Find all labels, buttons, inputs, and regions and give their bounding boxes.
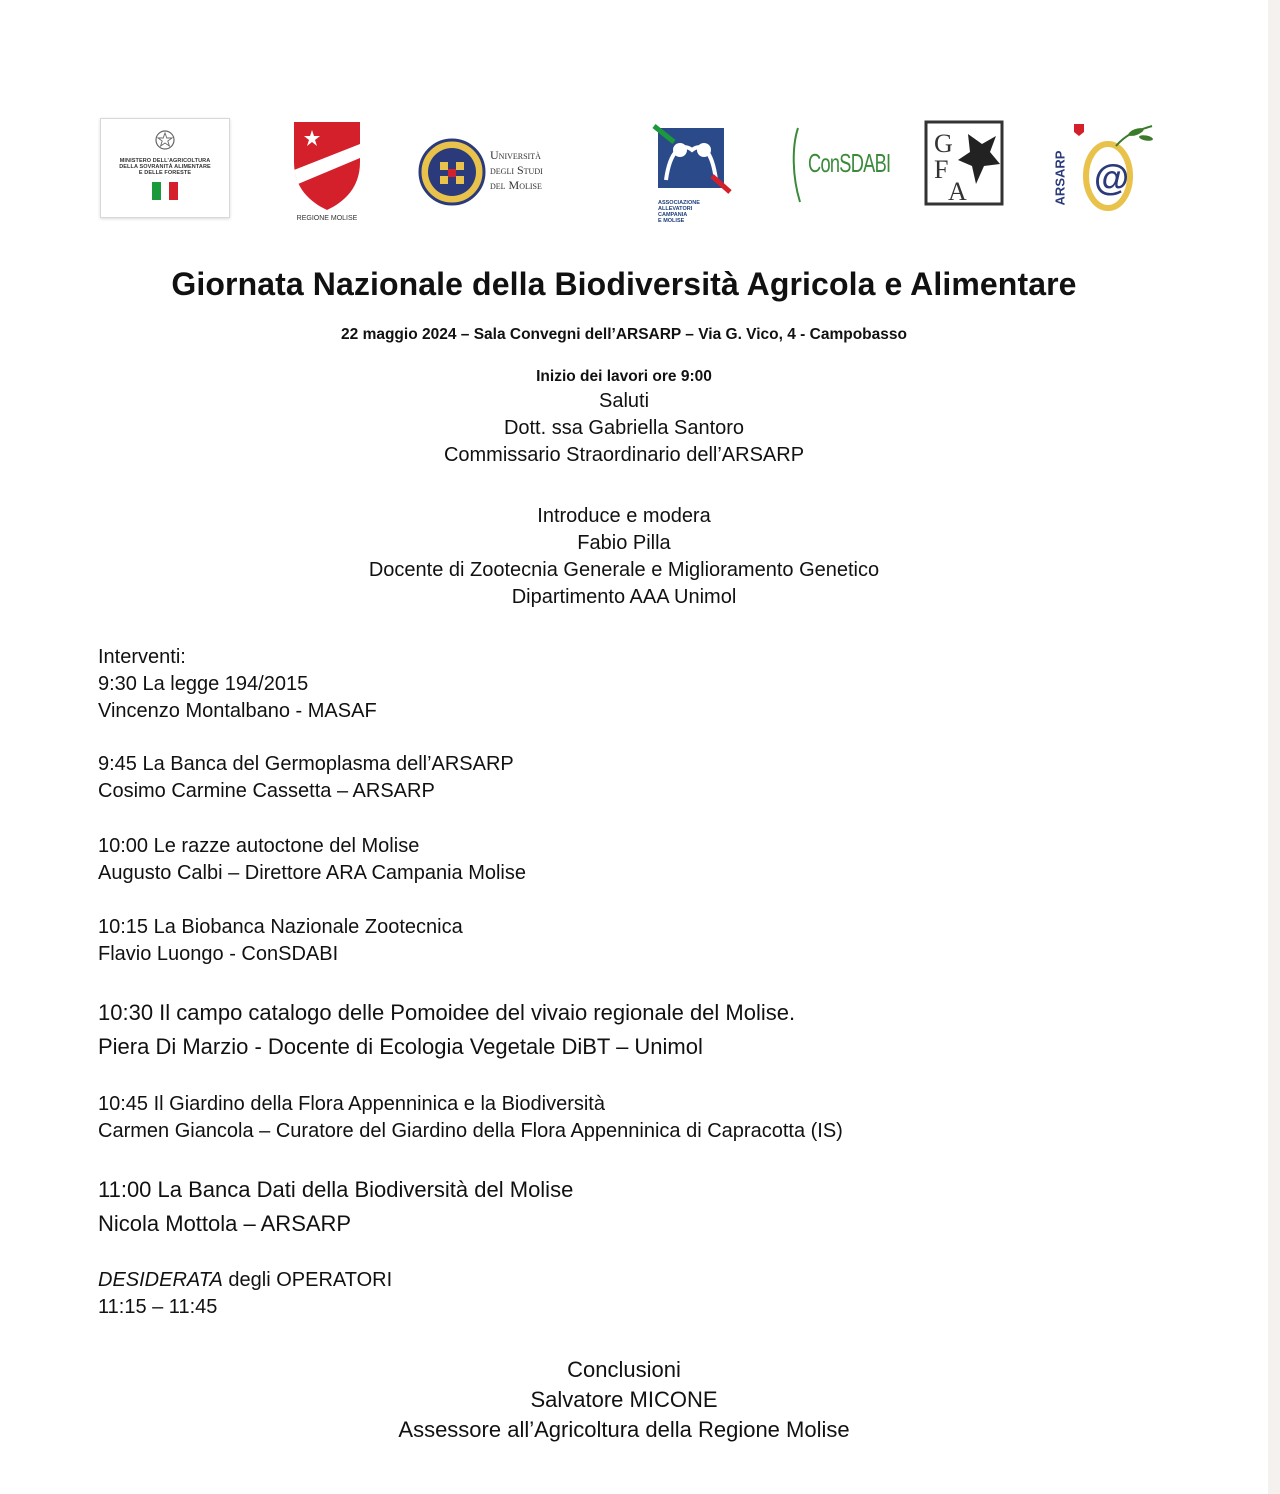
ministero-logo bbox=[100, 118, 230, 218]
talk-block-2 bbox=[98, 751, 514, 805]
greetings-speaker-name: Dott. ssa Gabriella Santoro bbox=[503, 417, 745, 439]
conclusions-heading: Conclusioni bbox=[567, 1357, 681, 1382]
talk-title: 10:00 Le razze autoctone del Molise bbox=[98, 835, 420, 857]
moderator-name: Fabio Pilla bbox=[577, 532, 671, 554]
talk-block-4 bbox=[98, 914, 463, 968]
ministero-line-2: DELLA SOVRANITÀ ALIMENTARE bbox=[119, 164, 211, 170]
talk-block-3 bbox=[98, 833, 526, 887]
desiderata-block bbox=[98, 1267, 392, 1321]
arsarp-vertical-label bbox=[1052, 142, 1068, 214]
associazione-line-4: E MOLISE bbox=[658, 218, 685, 224]
conclusions-speaker-name: Salvatore MICONE bbox=[530, 1387, 718, 1412]
consdabi-leaf-icon bbox=[790, 126, 806, 206]
logos-row bbox=[96, 112, 1166, 242]
talk-speaker: Flavio Luongo - ConSDABI bbox=[98, 943, 339, 965]
talk-speaker: Cosimo Carmine Cassetta – ARSARP bbox=[98, 780, 435, 802]
opening-section bbox=[0, 366, 1248, 469]
consdabi-name: ConSDABI bbox=[808, 148, 891, 178]
italian-emblem-icon bbox=[154, 129, 176, 151]
interventi-heading: Interventi: bbox=[98, 646, 186, 668]
talk-block-1 bbox=[98, 644, 377, 725]
talk-title: 10:45 Il Giardino della Flora Appenninica e la Biodiversità bbox=[98, 1093, 605, 1115]
talk-speaker: Augusto Calbi – Direttore ARA Campania Molise bbox=[98, 862, 526, 884]
gfa-letter-g: G bbox=[934, 129, 953, 158]
associazione-allevatori-logo-icon bbox=[652, 120, 732, 198]
desiderata-rest: degli OPERATORI bbox=[222, 1269, 393, 1291]
conclusions-section bbox=[0, 1355, 1248, 1445]
svg-text:@: @ bbox=[1094, 157, 1130, 198]
desiderata-italic: DESIDERATA bbox=[98, 1269, 223, 1291]
greetings-heading: Saluti bbox=[598, 390, 650, 412]
moderator-department: Dipartimento AAA Unimol bbox=[511, 586, 737, 608]
unimol-name bbox=[490, 148, 543, 193]
gfa-logo-icon bbox=[924, 120, 1004, 206]
talk-title: 10:15 La Biobanca Nazionale Zootecnica bbox=[98, 916, 463, 938]
italian-flag-icon bbox=[152, 182, 178, 200]
ministero-line-3: E DELLE FORESTE bbox=[138, 170, 192, 176]
desiderata-time: 11:15 – 11:45 bbox=[98, 1296, 218, 1318]
page-title: Giornata Nazionale della Biodiversità Agricola e Alimentare bbox=[171, 266, 1077, 302]
moderator-section bbox=[0, 503, 1248, 611]
talk-block-5 bbox=[98, 996, 795, 1064]
talk-title: 9:30 La legge 194/2015 bbox=[98, 673, 309, 695]
talk-speaker: Vincenzo Montalbano - MASAF bbox=[98, 700, 377, 722]
talk-speaker: Piera Di Marzio - Docente di Ecologia Vegetale DiBT – Unimol bbox=[98, 1034, 703, 1059]
start-time: Inizio dei lavori ore 9:00 bbox=[536, 368, 712, 385]
gfa-letter-f: F bbox=[934, 155, 949, 184]
unimol-line-2: degli Studi bbox=[490, 163, 543, 177]
associazione-text bbox=[658, 200, 734, 224]
event-date-location: 22 maggio 2024 – Sala Convegni dell’ARSARP – Via G. Vico, 4 - Campobasso bbox=[341, 326, 907, 343]
talk-block-6 bbox=[98, 1091, 843, 1145]
unimol-line-3: del Molise bbox=[490, 178, 542, 192]
unimol-line-1: Università bbox=[490, 148, 541, 162]
talk-speaker: Carmen Giancola – Curatore del Giardino della Flora Appenninica di Capracotta (IS) bbox=[98, 1120, 843, 1142]
talk-title: 10:30 Il campo catalogo delle Pomoidee del vivaio regionale del Molise. bbox=[98, 1000, 796, 1025]
arsarp-name: ARSARP bbox=[1052, 150, 1068, 206]
associazione-line-1: ASSOCIAZIONE bbox=[658, 200, 700, 206]
moderator-role: Docente di Zootecnia Generale e Miglioramento Genetico bbox=[368, 559, 880, 581]
talk-block-7 bbox=[98, 1173, 573, 1241]
talk-speaker: Nicola Mottola – ARSARP bbox=[98, 1211, 352, 1236]
arsarp-at-logo-icon bbox=[1072, 122, 1156, 214]
regione-molise-shield-icon bbox=[286, 118, 368, 222]
associazione-line-2: ALLEVATORI bbox=[658, 206, 693, 212]
desiderata-line bbox=[98, 1267, 392, 1294]
unimol-seal-icon bbox=[418, 138, 486, 206]
gfa-letter-a: A bbox=[948, 177, 967, 206]
talk-title: 11:00 La Banca Dati della Biodiversità del Molise bbox=[98, 1177, 574, 1202]
greetings-speaker-role: Commissario Straordinario dell’ARSARP bbox=[443, 444, 805, 466]
talk-title: 9:45 La Banca del Germoplasma dell’ARSARP bbox=[98, 753, 514, 775]
conclusions-speaker-role: Assessore all’Agricoltura della Regione Molise bbox=[398, 1417, 850, 1442]
regione-molise-text: REGIONE MOLISE bbox=[296, 215, 358, 222]
moderator-heading: Introduce e modera bbox=[537, 505, 711, 527]
ministero-line-1: MINISTERO DELL'AGRICOLTURA bbox=[119, 158, 211, 164]
associazione-line-3: CAMPANIA bbox=[658, 212, 688, 218]
